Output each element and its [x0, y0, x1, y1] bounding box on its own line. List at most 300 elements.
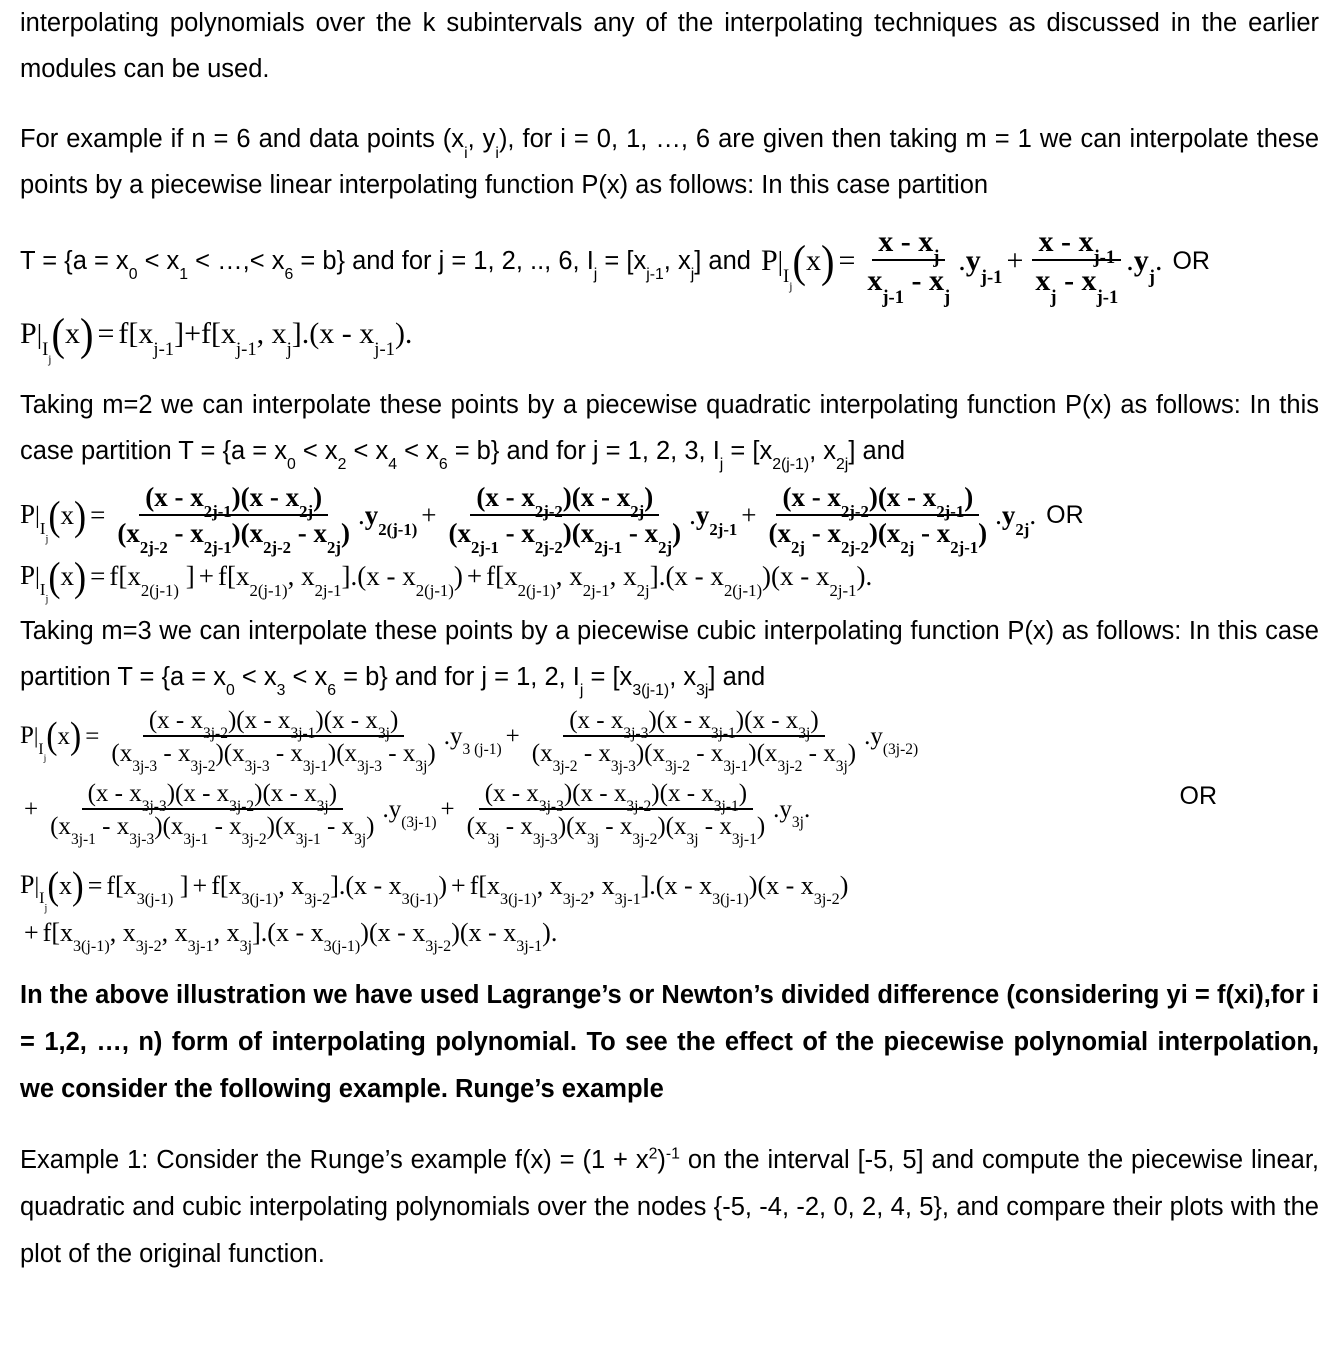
subscript: 3j-2	[632, 831, 658, 849]
text-run: = [x	[723, 436, 773, 465]
subscript: 2j-2	[840, 537, 869, 557]
P-restricted-symbol	[20, 722, 47, 764]
text-run: )(x	[266, 813, 296, 840]
plus-sign: +	[421, 500, 437, 531]
dot-operator: .	[689, 500, 696, 531]
subscript: 6	[327, 682, 337, 700]
dot-operator: .	[864, 723, 871, 750]
close-paren: )	[80, 309, 94, 360]
subscript: 3j-3	[357, 758, 383, 776]
text-run: - x	[167, 517, 204, 548]
text-run: )	[839, 870, 849, 900]
subscript: j	[44, 902, 48, 914]
spacer	[0, 1113, 1337, 1137]
text-run: - x	[904, 264, 945, 298]
subscript: 3j-3	[132, 758, 158, 776]
subscript: 2j-1	[709, 520, 738, 540]
text-run: f[x	[211, 870, 242, 900]
plus-sign: +	[24, 796, 39, 823]
text-run: ), for i = 0, 1, …, 6 are given then taking m = 1 we can interpolate these points by a piecewise linear interpolating function P(x) as follows: In this case partition	[20, 125, 1320, 199]
text-run: , x	[161, 917, 188, 947]
subscript: 2(j-1)	[415, 581, 454, 601]
numerator	[563, 706, 824, 742]
var-x: x	[59, 870, 72, 900]
subscript: j-1	[1093, 247, 1116, 269]
formula-quadratic-newton	[20, 554, 1337, 606]
subscript: j	[48, 354, 52, 367]
subscript: 4	[388, 456, 397, 474]
subscript: 3(j-1)	[500, 891, 537, 909]
text-run: |	[777, 246, 784, 277]
close-paren: )	[820, 236, 835, 287]
dot-operator: .	[382, 796, 389, 823]
text-run: , x	[213, 917, 240, 947]
plus-sign: +	[192, 870, 208, 900]
subscript: 2j-1	[314, 581, 342, 601]
subscript: j	[45, 533, 49, 545]
subscript: 3j-3	[532, 831, 558, 849]
partition-linear-row	[20, 224, 1317, 308]
subscript: j-1	[1096, 286, 1119, 308]
denominator	[44, 810, 380, 849]
subscript: 3j-1	[713, 797, 739, 815]
text-run: )(x - x	[231, 481, 300, 512]
subscript: j-1	[882, 286, 905, 308]
text-run: f[x	[42, 917, 73, 947]
text-run: )	[738, 779, 748, 807]
subscript: 2	[337, 456, 347, 474]
subscript: j	[1050, 286, 1057, 308]
text-run: |	[35, 563, 40, 591]
text-run: - x	[599, 813, 633, 840]
open-paren: (	[48, 493, 61, 539]
denominator	[105, 737, 441, 776]
text-run: )(x - x	[563, 779, 627, 807]
period: .	[1154, 244, 1163, 278]
subscript: 2j-2	[139, 537, 168, 557]
plus-sign: +	[198, 561, 214, 591]
subscript: 2j-1	[471, 537, 499, 557]
subscript: 3j-1	[70, 831, 96, 849]
numerator	[479, 779, 753, 815]
text-run: P	[20, 499, 36, 530]
paragraph-m2	[20, 382, 1319, 474]
subscript: 2(j-1)	[249, 581, 288, 601]
text-run: f[x	[200, 317, 236, 351]
text-run: )(x - x	[651, 779, 714, 807]
text-run: )(x - x	[648, 706, 711, 734]
text-run: )	[389, 706, 399, 734]
text-run: (x - x	[145, 481, 204, 512]
text-run: - x	[804, 517, 841, 548]
subscript: 3j	[377, 724, 390, 742]
text-run: f[x	[486, 561, 518, 591]
subscript: 2j	[836, 456, 849, 474]
plus-sign: +	[184, 317, 201, 351]
subscript: 3(j-1)	[323, 938, 361, 956]
text-run: (x - x	[476, 481, 535, 512]
open-paren: (	[48, 554, 61, 599]
equals-sign: =	[838, 244, 856, 278]
subscript: 3j-2	[777, 758, 803, 776]
text-run: f[x	[109, 561, 141, 591]
divided-diff-2	[200, 317, 413, 361]
text-run: ] and	[694, 246, 751, 275]
paragraph-intro: interpolating polynomials over the k subintervals any of the interpolating techniques as discussed in the earlier modules can be used.	[20, 9, 1319, 83]
text-run: )	[328, 779, 338, 807]
text-run: , x	[278, 870, 305, 900]
y-q-term2	[695, 500, 738, 540]
subscript: 3j-2	[626, 797, 652, 815]
text-run: )(x - x	[227, 706, 291, 734]
subscript: 2(j-1)	[517, 581, 556, 601]
text-run: )(x	[657, 813, 687, 840]
text-run: )	[672, 517, 682, 548]
text-run: < …,< x	[188, 246, 285, 275]
subscript: j	[789, 281, 793, 294]
subscript: 3j-1	[723, 758, 749, 776]
superscript: -1	[665, 1145, 680, 1162]
text-run: f[x	[469, 870, 501, 900]
subscript: 3(j-1)	[241, 891, 279, 909]
text-run: , x	[536, 870, 563, 900]
spacer	[0, 358, 1337, 382]
text-run: , x	[663, 246, 691, 275]
y-c-term3	[388, 796, 437, 832]
subscript: 2j-1	[203, 501, 232, 521]
subscript: 2j	[630, 501, 645, 521]
text-run: ]	[178, 561, 195, 591]
var-x: x	[60, 500, 75, 531]
subscript: 3 (j-1)	[462, 741, 502, 759]
subscript-i: i	[495, 144, 499, 162]
denominator	[526, 737, 862, 776]
divided-diff-2	[211, 870, 448, 909]
text-run: f[x	[106, 870, 137, 900]
text-run: (x - x	[782, 481, 841, 512]
dot-operator: .	[1126, 244, 1134, 278]
subscript: (3j-1)	[401, 814, 437, 832]
formula-cubic-wrapper	[0, 706, 1337, 849]
text-run: y	[449, 723, 463, 750]
paragraph-lagrange-note: In the above illustration we have used Lagrange’s or Newton’s divided difference (considering yi = f(xi),for i = 1,2, …, n) form of interpolating polynomial. To see the effect of the piecewise polynomial interpolation, we consider the following example. Runge’s example	[20, 980, 1319, 1103]
equals-sign: =	[87, 870, 103, 900]
subscript-I-j	[39, 890, 48, 914]
y-c-term2	[870, 723, 919, 759]
subscript-I-j	[39, 580, 49, 606]
subscript: (3j-2)	[882, 741, 919, 759]
text-run: P	[20, 869, 35, 899]
subscript: j-1	[646, 266, 664, 284]
text-run: - x	[499, 813, 533, 840]
formula-cubic-row1	[20, 706, 1337, 776]
subscript: 3j-2	[552, 758, 578, 776]
text-run: )	[810, 706, 819, 734]
subscript: 3j	[487, 831, 500, 849]
text-run: )	[978, 517, 988, 548]
divided-diff-4	[42, 917, 558, 956]
superscript: 2	[648, 1145, 658, 1162]
text-run: )(x - x	[748, 870, 814, 900]
var-x: x	[65, 317, 80, 351]
subscript: 3j-2	[190, 758, 216, 776]
subscript: 3j-1	[516, 938, 543, 956]
subscript: j	[43, 752, 47, 764]
text-run: - x	[914, 517, 951, 548]
plus-sign: +	[466, 561, 483, 591]
text-run: = b} and for j = 1, 2, I	[336, 662, 580, 691]
text-run: P	[20, 316, 37, 350]
subscript-I-j	[42, 339, 52, 367]
subscript: 0	[128, 266, 138, 284]
text-run: x - x	[1038, 225, 1094, 258]
denominator	[111, 516, 356, 557]
text-run: (x	[531, 740, 553, 767]
text-run: , x	[809, 436, 837, 465]
numerator	[872, 224, 945, 269]
subscript: 3j-1	[710, 724, 736, 742]
subscript: 3j	[316, 797, 329, 815]
subscript: 2j-1	[594, 537, 623, 557]
subscript: 3j-1	[614, 891, 641, 909]
text-run: ].(x - x	[640, 870, 713, 900]
text-run: - x	[320, 813, 355, 840]
subscript: 3j-3	[538, 797, 564, 815]
text-run: )(x - x	[315, 706, 378, 734]
subscript: 2j	[900, 537, 915, 557]
subscript: j	[944, 286, 951, 308]
text-run: y	[1133, 244, 1149, 278]
period: .	[1029, 500, 1037, 531]
text-run: < x	[397, 436, 439, 465]
close-paren: )	[74, 493, 87, 539]
subscript: 3j	[354, 831, 367, 849]
subscript: 2j	[327, 537, 341, 557]
subscript: j-1	[153, 339, 175, 361]
text-run: (x	[768, 517, 791, 548]
y-c-term4	[779, 796, 811, 832]
equals-sign: =	[90, 561, 106, 591]
text-run: )(x	[215, 740, 245, 767]
text-run: ).	[394, 317, 413, 351]
text-run: - x	[291, 517, 328, 548]
text-run: ].(x - x	[341, 561, 416, 591]
text-run: ].(x - x	[649, 561, 724, 591]
subscript: 3j-2	[425, 938, 452, 956]
subscript: 3j-1	[290, 724, 316, 742]
subscript: 3j-2	[562, 891, 589, 909]
subscript: j-1	[374, 339, 395, 361]
text-run: )(x - x	[868, 481, 937, 512]
fraction-c-term1	[105, 706, 441, 776]
subscript: 3j	[586, 831, 600, 849]
formula-linear-lagrange	[760, 224, 1210, 308]
text-run: |	[35, 502, 40, 530]
text-run: = [x	[597, 246, 647, 275]
subscript: 3(j-1)	[401, 891, 439, 909]
subscript: 2j-1	[950, 537, 979, 557]
text-run: )(x - x	[166, 779, 230, 807]
text-run: < x	[346, 436, 389, 465]
divided-diff-3	[486, 561, 873, 601]
open-paren: (	[792, 236, 806, 287]
y-term2	[1133, 244, 1155, 288]
subscript: 3j-3	[244, 758, 270, 776]
text-run: )	[427, 740, 436, 767]
text-run: - x	[208, 813, 242, 840]
numerator	[1032, 224, 1121, 269]
close-paren: )	[70, 715, 82, 758]
text-run: < x	[137, 246, 180, 275]
divided-diff-1	[118, 317, 185, 361]
subscript: j	[933, 247, 940, 269]
subscript: 3j-1	[295, 831, 321, 849]
subscript: 3j-1	[731, 831, 757, 849]
text-run: )(x - x	[735, 706, 799, 734]
divided-diff-3	[469, 870, 849, 909]
subscript: 3j-3	[610, 758, 636, 776]
fraction-c-term3	[44, 779, 380, 849]
text-run: y	[779, 796, 792, 823]
text-run: (x	[111, 740, 133, 767]
text-run: , x	[609, 561, 637, 591]
text-run: - x	[577, 740, 611, 767]
text-run: )(x	[557, 813, 587, 840]
plus-sign: +	[1006, 244, 1024, 278]
subscript: 2j-2	[534, 537, 563, 557]
text-run: )	[313, 481, 323, 512]
text-run: , x	[669, 662, 697, 691]
text-run: I	[38, 740, 44, 758]
text-run: I	[39, 519, 46, 539]
text-run: )(x	[562, 517, 595, 548]
paragraph-m3	[20, 608, 1319, 700]
text-run: (x	[50, 813, 71, 840]
subscript: j	[1148, 266, 1155, 288]
text-run: P	[20, 722, 34, 750]
subscript: 2j	[299, 501, 314, 521]
subscript-i: i	[464, 144, 468, 162]
subscript: 3j-2	[304, 891, 331, 909]
subscript: 2j-1	[936, 501, 965, 521]
text-run: ] and	[848, 436, 906, 465]
subscript: 3j-1	[183, 831, 209, 849]
spacer	[0, 92, 1337, 116]
subscript: 0	[286, 456, 296, 474]
subscript: 3(j-1)	[712, 891, 749, 909]
plus-sign: +	[24, 917, 39, 947]
text-run: )(x - x	[254, 779, 317, 807]
divided-diff-2	[217, 561, 463, 601]
text-run: = [x	[583, 662, 633, 691]
subscript: 3j-3	[623, 724, 649, 742]
text-run: )	[644, 481, 654, 512]
plus-sign: +	[440, 796, 455, 823]
text-run: ].(x - x	[330, 870, 402, 900]
text-run: T = {a = x	[20, 246, 129, 275]
equals-sign: =	[85, 723, 100, 750]
text-run: )(x - x	[762, 561, 830, 591]
subscript: 2(j-1)	[723, 581, 763, 601]
subscript: 3j	[686, 831, 699, 849]
text-run: < x	[295, 436, 338, 465]
text-run: (x	[466, 813, 488, 840]
text-run: - x	[382, 740, 416, 767]
subscript: 0	[226, 682, 235, 700]
text-run: For example if n = 6 and data points (x	[20, 125, 465, 153]
text-run: - x	[1056, 264, 1097, 298]
text-run: ].(x - x	[252, 917, 324, 947]
text-run: (x - x	[569, 706, 624, 734]
text-run: ].(x - x	[291, 317, 375, 351]
text-run: )(x	[231, 517, 264, 548]
text-run: |	[33, 723, 39, 749]
subscript: 3(j-1)	[632, 682, 670, 700]
text-run: = b} and for j = 1, 2, 3, I	[447, 436, 720, 465]
text-run: )	[438, 870, 448, 900]
var-x: x	[60, 561, 75, 591]
subscript: 3j	[798, 724, 811, 742]
subscript-I-j	[783, 266, 793, 294]
text-run: , x	[588, 870, 615, 900]
text-run: y	[1001, 500, 1016, 531]
text-run: .	[803, 796, 811, 823]
dot-operator: .	[995, 500, 1002, 531]
P-restricted-symbol	[20, 499, 49, 545]
subscript: 3j-2	[202, 724, 228, 742]
text-run: )	[657, 1145, 666, 1174]
subscript: 2j-2	[840, 501, 869, 521]
fraction-q-term2	[443, 481, 688, 557]
text-run: (x	[117, 517, 140, 548]
fraction-term1	[861, 224, 956, 308]
text-run: )	[756, 813, 766, 840]
text-run: I	[42, 339, 49, 361]
subscript: 3j-2	[665, 758, 690, 776]
text-run: y	[364, 500, 379, 531]
plus-sign: +	[505, 723, 520, 750]
text-run: (x - x	[87, 779, 142, 807]
subscript: 3j-2	[135, 938, 162, 956]
text-run: )	[341, 517, 350, 548]
text-run: (x	[448, 517, 472, 548]
text-run: |	[34, 872, 40, 899]
dot-operator: .	[443, 723, 450, 750]
equals-sign: =	[97, 317, 115, 351]
subscript: j-1	[235, 339, 257, 361]
var-x: x	[805, 244, 821, 278]
or-label-cubic: OR	[1179, 781, 1217, 810]
text-run: )(x - x	[360, 917, 426, 947]
subscript: 3j-1	[302, 758, 328, 776]
formula-cubic-newton-line2	[20, 917, 1337, 956]
text-run: < x	[285, 662, 328, 691]
P-restricted-symbol	[760, 244, 793, 294]
subscript: 3(j-1)	[136, 891, 174, 909]
text-run: I	[39, 890, 45, 908]
subscript: 3j-3	[141, 797, 167, 815]
subscript: 3j-2	[229, 797, 255, 815]
subscript: 3j	[791, 814, 804, 832]
numerator	[82, 779, 343, 815]
subscript: 2(j-1)	[140, 581, 179, 601]
dot-operator: .	[358, 500, 365, 531]
text-run: = b} and for j = 1, 2, .., 6, I	[293, 246, 594, 275]
text-run: - x	[698, 813, 732, 840]
paragraph-example-n6	[20, 116, 1319, 208]
text-run: )(x	[635, 740, 666, 767]
close-paren: )	[74, 554, 87, 599]
